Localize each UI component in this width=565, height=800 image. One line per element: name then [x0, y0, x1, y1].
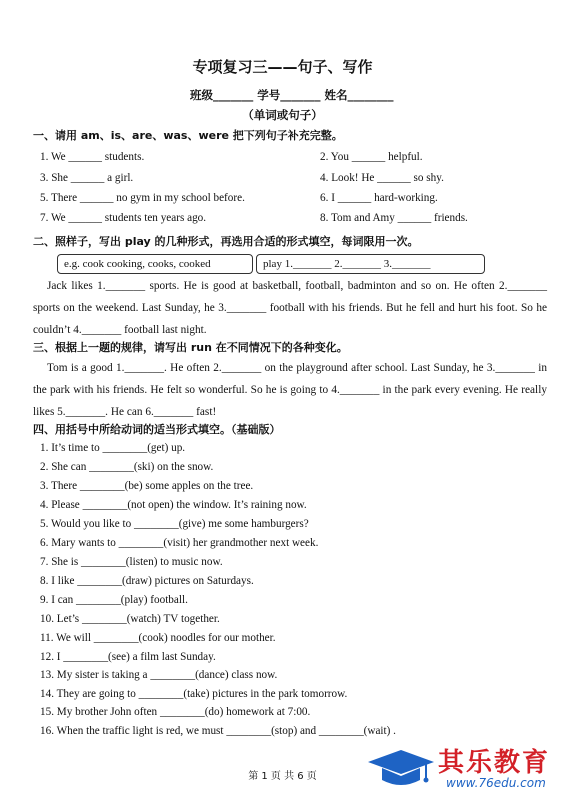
watermark-logo	[364, 740, 564, 796]
question-item: 13. My sister is taking a ________(dance) class now.	[40, 669, 278, 681]
question-item: 11. We will ________(cook) noodles for our mother.	[40, 632, 276, 644]
graduation-cap-icon	[366, 746, 436, 790]
question-item: 2. You ______ helpful.	[320, 151, 423, 163]
section4-heading: 四、用括号中所给动词的适当形式填空。（基础版）	[33, 423, 281, 436]
question-item: 16. When the traffic light is red, we must ________(stop) and ________(wait) .	[40, 725, 396, 737]
run-paragraph: Tom is a good 1._______. He often 2._______ on the playground after school. Last Sunday, he 3._______ in the park with his friends. He felt so wonderful. So he is going to 4._______ in the park every evening. He really likes 5._______. He can 6._______ fast!	[33, 362, 547, 418]
question-item: 6. Mary wants to ________(visit) her grandmother next week.	[40, 537, 319, 549]
question-item: 5. There ______ no gym in my school before.	[40, 192, 245, 204]
question-item: 3. There ________(be) some apples on the tree.	[40, 480, 254, 492]
question-item: 5. Would you like to ________(give) me some hamburgers?	[40, 518, 309, 530]
watermark-url: www.76edu.com	[446, 776, 546, 790]
play-blanks-box: play 1._______ 2._______ 3._______	[256, 254, 485, 274]
question-item: 7. We ______ students ten years ago.	[40, 212, 207, 224]
section3-heading: 三、根据上一题的规律，请写出 run 在不同情况下的各种变化。	[33, 341, 348, 354]
page-footer: 第 1 页 共 6 页	[248, 771, 317, 782]
question-item: 4. Look! He ______ so shy.	[320, 172, 444, 184]
question-item: 6. I ______ hard-working.	[320, 192, 438, 204]
question-item: 4. Please ________(not open) the window. It’s raining now.	[40, 499, 307, 511]
watermark-brand: 其乐教育	[438, 748, 551, 778]
example-box: e.g. cook cooking, cooks, cooked	[57, 254, 253, 274]
question-item: 2. She can ________(ski) on the snow.	[40, 461, 214, 473]
question-item: 1. It’s time to ________(get) up.	[40, 442, 186, 454]
subtitle: （单词或句子）	[242, 108, 323, 122]
question-item: 1. We ______ students.	[40, 151, 145, 163]
question-item: 8. Tom and Amy ______ friends.	[320, 212, 468, 224]
student-info: 班级_______ 学号_______ 姓名________	[190, 88, 394, 102]
question-item: 15. My brother John often ________(do) homework at 7:00.	[40, 706, 311, 718]
question-item: 3. She ______ a girl.	[40, 172, 134, 184]
page-title: 专项复习三——句子、写作	[192, 58, 373, 76]
question-item: 10. Let’s ________(watch) TV together.	[40, 613, 220, 625]
question-item: 7. She is ________(listen) to music now.	[40, 556, 223, 568]
play-paragraph: Jack likes 1._______ sports. He is good at basketball, football, badminton and so on. He often 2._______ sports on the weekend. Last Sunday, he 3._______ football with his friends. But he fell and hurt his foot. So he couldn’t 4._______ football last night.	[33, 280, 547, 336]
question-item: 8. I like ________(draw) pictures on Saturdays.	[40, 575, 254, 587]
question-item: 9. I can ________(play) football.	[40, 594, 188, 606]
section2-heading: 二、照样子，写出 play 的几种形式，再选用合适的形式填空，每词限用一次。	[33, 235, 419, 248]
question-item: 12. I ________(see) a film last Sunday.	[40, 651, 216, 663]
section1-heading: 一、请用 am、is、are、was、were 把下列句子补充完整。	[33, 129, 343, 142]
question-item: 14. They are going to ________(take) pictures in the park tomorrow.	[40, 688, 348, 700]
